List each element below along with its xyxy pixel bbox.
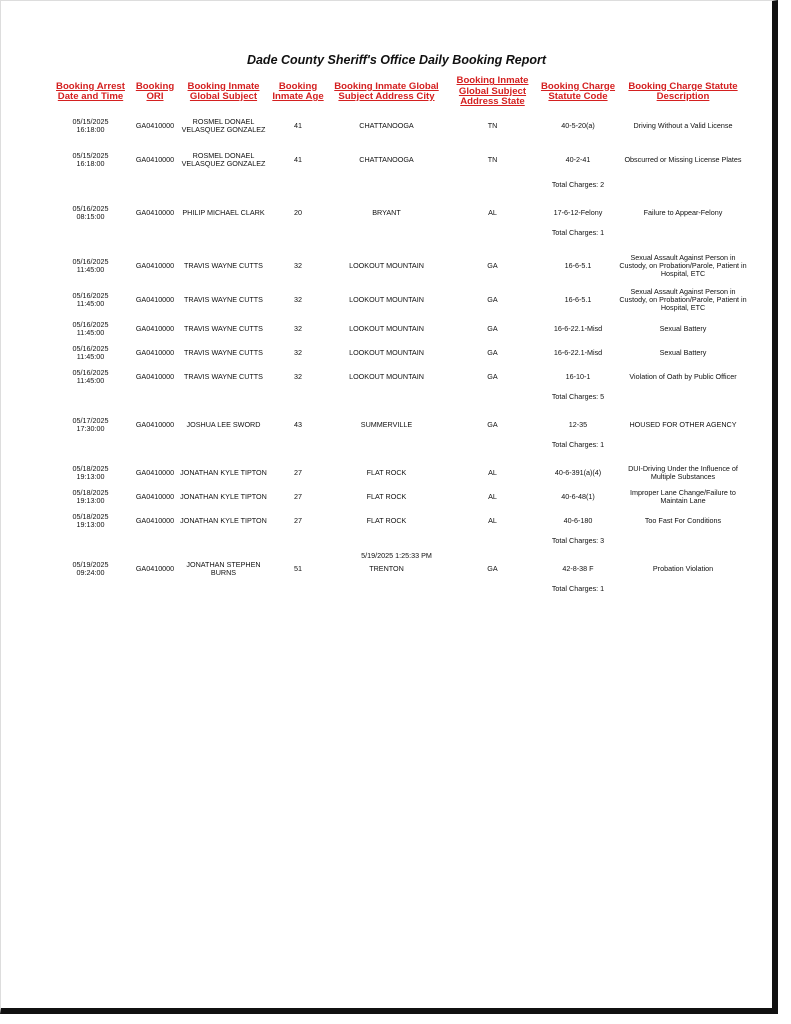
table-row: [48, 557, 748, 581]
state-cell: TN: [487, 120, 498, 130]
subject-name-cell: JOSHUA LEE SWORD: [186, 419, 261, 429]
arrest-time: 09:24:00: [76, 568, 105, 577]
empty-cell: [48, 581, 133, 597]
arrest-datetime-cell: [48, 249, 133, 283]
state-cell: GA: [487, 294, 498, 304]
empty-cell: [133, 225, 177, 241]
arrest-time: 08:15:00: [76, 212, 105, 221]
state-cell: GA: [487, 371, 498, 381]
arrest-datetime-cell: [48, 413, 133, 437]
column-header-city: Booking Inmate Global Subject Address City: [334, 80, 439, 102]
statute-code-cell: 40-6-391(a)(4): [554, 467, 602, 477]
arrest-datetime-cell: [48, 365, 133, 389]
city-cell: LOOKOUT MOUNTAIN: [349, 323, 424, 333]
print-timestamp: 5/19/2025 1:25:33 PM: [361, 551, 432, 560]
age-cell: 20: [294, 207, 302, 217]
empty-cell: [133, 389, 177, 405]
arrest-time: 19:13:00: [76, 472, 105, 481]
table-body: [48, 109, 748, 597]
empty-cell: [326, 389, 447, 405]
arrest-time: 19:13:00: [76, 496, 105, 505]
column-header-ori: Booking ORI: [135, 80, 175, 102]
empty-cell: [326, 533, 447, 549]
state-cell: GA: [487, 260, 498, 270]
empty-cell: [618, 177, 748, 193]
empty-cell: [48, 177, 133, 193]
statute-description-cell: Violation of Oath by Public Officer: [629, 371, 737, 381]
age-cell: 43: [294, 419, 302, 429]
city-cell: CHATTANOOGA: [359, 154, 414, 164]
total-charges-label: Total Charges: 1: [551, 439, 605, 449]
statute-code-cell: 40-5-20(a): [561, 120, 595, 130]
statute-description-cell: Probation Violation: [652, 563, 714, 573]
subject-name-cell: TRAVIS WAYNE CUTTS: [184, 347, 263, 357]
arrest-datetime-cell: [48, 461, 133, 485]
arrest-datetime-cell: [48, 201, 133, 225]
statute-description-cell: Sexual Battery: [659, 323, 707, 333]
statute-code-cell: 16-6-5.1: [564, 294, 592, 304]
empty-cell: [447, 177, 538, 193]
ori-cell: GA0410000: [135, 419, 175, 429]
arrest-date: 05/18/2025: [72, 463, 109, 473]
empty-cell: [326, 581, 447, 597]
statute-code-cell: 42-8-38 F: [562, 563, 594, 573]
ori-cell: GA0410000: [135, 154, 175, 164]
arrest-date: 05/18/2025: [72, 487, 109, 497]
column-header-statute-description: Booking Charge Statute Description: [628, 80, 738, 102]
statute-description-cell: Driving Without a Valid License: [633, 120, 733, 130]
arrest-datetime-cell: [48, 317, 133, 341]
state-cell: GA: [487, 323, 498, 333]
statute-description-cell: Sexual Assault Against Person in Custody, on Probation/Parole, Patient in Hospital, ETC: [619, 252, 747, 279]
column-header-arrest-date: Booking Arrest Date and Time: [56, 80, 125, 102]
arrest-date: 05/15/2025: [72, 116, 109, 126]
empty-cell: [326, 177, 447, 193]
statute-code-cell: 16-6-22.1-Misd: [553, 323, 603, 333]
report-title: Dade County Sheriff's Office Daily Booking Report: [246, 53, 547, 67]
empty-cell: [177, 389, 270, 405]
subject-name-cell: JONATHAN STEPHEN BURNS: [186, 559, 261, 577]
statute-description-cell: Sexual Battery: [659, 347, 707, 357]
city-cell: CHATTANOOGA: [359, 120, 414, 130]
arrest-time: 17:30:00: [76, 424, 105, 433]
total-charges-row: [48, 437, 748, 453]
ori-cell: GA0410000: [135, 491, 175, 501]
age-cell: 32: [294, 323, 302, 333]
spacer-cell: [48, 241, 748, 249]
empty-cell: [270, 177, 326, 193]
table-row: [48, 365, 748, 389]
table-row: [48, 201, 748, 225]
statute-description-cell: Failure to Appear-Felony: [643, 207, 723, 217]
spacer-cell: [48, 405, 748, 413]
ori-cell: GA0410000: [135, 371, 175, 381]
statute-code-cell: 40-6-180: [563, 515, 593, 525]
city-cell: FLAT ROCK: [366, 515, 407, 525]
arrest-date: 05/16/2025: [72, 343, 109, 353]
subject-name-cell: TRAVIS WAYNE CUTTS: [184, 260, 263, 270]
arrest-datetime-cell: [48, 341, 133, 365]
state-cell: AL: [488, 515, 497, 525]
age-cell: 51: [294, 563, 302, 573]
ori-cell: GA0410000: [135, 467, 175, 477]
table-row: [48, 143, 748, 177]
empty-cell: [48, 389, 133, 405]
arrest-time: 19:13:00: [76, 520, 105, 529]
subject-name-cell: JONATHAN KYLE TIPTON: [180, 515, 267, 525]
table-header-row: [48, 75, 748, 109]
empty-cell: [48, 225, 133, 241]
empty-cell: [133, 177, 177, 193]
age-cell: 32: [294, 260, 302, 270]
table-row: [48, 249, 748, 283]
city-cell: BRYANT: [372, 207, 401, 217]
total-charges-row: [48, 177, 748, 193]
statute-description-cell: Obscurred or Missing License Plates: [624, 154, 742, 164]
subject-name-cell: PHILIP MICHAEL CLARK: [182, 207, 265, 217]
empty-cell: [270, 225, 326, 241]
ori-cell: GA0410000: [135, 515, 175, 525]
city-cell: SUMMERVILLE: [360, 419, 413, 429]
arrest-date: 05/15/2025: [72, 150, 109, 160]
arrest-date: 05/17/2025: [72, 415, 109, 425]
statute-code-cell: 16-10-1: [565, 371, 591, 381]
age-cell: 41: [294, 120, 302, 130]
arrest-datetime-cell: [48, 143, 133, 177]
total-charges-row: [48, 225, 748, 241]
empty-cell: [618, 533, 748, 549]
empty-cell: [447, 389, 538, 405]
total-charges-row: [48, 389, 748, 405]
total-charges-label: Total Charges: 2: [551, 179, 605, 189]
arrest-time: 11:45:00: [76, 352, 105, 361]
group-spacer: [48, 453, 748, 461]
arrest-date: 05/16/2025: [72, 290, 109, 300]
empty-cell: [177, 533, 270, 549]
empty-cell: [270, 437, 326, 453]
age-cell: 32: [294, 371, 302, 381]
arrest-time: 11:45:00: [76, 299, 105, 308]
empty-cell: [447, 533, 538, 549]
subject-name-cell: JONATHAN KYLE TIPTON: [180, 467, 267, 477]
table-row: [48, 317, 748, 341]
arrest-datetime-cell: [48, 485, 133, 509]
arrest-date: 05/18/2025: [72, 511, 109, 521]
empty-cell: [618, 225, 748, 241]
table-row: [48, 413, 748, 437]
arrest-date: 05/16/2025: [72, 203, 109, 213]
empty-cell: [326, 437, 447, 453]
state-cell: GA: [487, 563, 498, 573]
empty-cell: [133, 533, 177, 549]
state-cell: GA: [487, 347, 498, 357]
city-cell: LOOKOUT MOUNTAIN: [349, 260, 424, 270]
empty-cell: [447, 581, 538, 597]
table-row: [48, 485, 748, 509]
statute-code-cell: 40-2-41: [565, 154, 591, 164]
empty-cell: [177, 581, 270, 597]
ori-cell: GA0410000: [135, 347, 175, 357]
ori-cell: GA0410000: [135, 294, 175, 304]
total-charges-label: Total Charges: 5: [551, 391, 605, 401]
age-cell: 27: [294, 515, 302, 525]
table-row: [48, 109, 748, 143]
state-cell: TN: [487, 154, 498, 164]
subject-name-cell: JONATHAN KYLE TIPTON: [180, 491, 267, 501]
empty-cell: [48, 437, 133, 453]
arrest-time: 16:18:00: [76, 125, 105, 134]
total-charges-row: [48, 533, 748, 549]
empty-cell: [48, 533, 133, 549]
arrest-date: 05/19/2025: [72, 559, 109, 569]
statute-code-cell: 12-35: [568, 419, 588, 429]
total-charges-label: Total Charges: 1: [551, 583, 605, 593]
total-charges-label: Total Charges: 3: [551, 535, 605, 545]
city-cell: FLAT ROCK: [366, 491, 407, 501]
empty-cell: [177, 225, 270, 241]
ori-cell: GA0410000: [135, 563, 175, 573]
empty-cell: [177, 437, 270, 453]
statute-description-cell: DUI-Driving Under the Influence of Multiple Substances: [628, 463, 738, 481]
age-cell: 32: [294, 294, 302, 304]
ori-cell: GA0410000: [135, 120, 175, 130]
statute-description-cell: Improper Lane Change/Failure to Maintain Lane: [630, 487, 736, 505]
table-row: [48, 509, 748, 533]
age-cell: 32: [294, 347, 302, 357]
statute-description-cell: Sexual Assault Against Person in Custody, on Probation/Parole, Patient in Hospital, ETC: [619, 286, 747, 313]
city-cell: LOOKOUT MOUNTAIN: [349, 371, 424, 381]
arrest-time: 16:18:00: [76, 159, 105, 168]
subject-name-cell: TRAVIS WAYNE CUTTS: [184, 294, 263, 304]
empty-cell: [270, 533, 326, 549]
subject-name-cell: ROSMEL DONAEL VELASQUEZ GONZALEZ: [181, 150, 266, 168]
group-spacer: [48, 193, 748, 201]
total-charges-row: [48, 581, 748, 597]
city-cell: LOOKOUT MOUNTAIN: [349, 347, 424, 357]
empty-cell: [177, 177, 270, 193]
spacer-cell: [48, 193, 748, 201]
booking-table: [48, 75, 748, 597]
age-cell: 27: [294, 467, 302, 477]
arrest-date: 05/16/2025: [72, 256, 109, 266]
city-cell: FLAT ROCK: [366, 467, 407, 477]
arrest-date: 05/16/2025: [72, 319, 109, 329]
column-header-statute-code: Booking Charge Statute Code: [540, 80, 616, 102]
group-spacer: [48, 241, 748, 249]
statute-code-cell: 40-6-48(1): [561, 491, 595, 501]
subject-name-cell: TRAVIS WAYNE CUTTS: [184, 323, 263, 333]
spacer-cell: [48, 453, 748, 461]
arrest-datetime-cell: [48, 283, 133, 317]
state-cell: AL: [488, 491, 497, 501]
ori-cell: GA0410000: [135, 260, 175, 270]
subject-name-cell: TRAVIS WAYNE CUTTS: [184, 371, 263, 381]
empty-cell: [618, 581, 748, 597]
arrest-date: 05/16/2025: [72, 367, 109, 377]
empty-cell: [133, 581, 177, 597]
city-cell: TRENTON: [369, 563, 404, 573]
empty-cell: [618, 437, 748, 453]
statute-description-cell: Too Fast For Conditions: [644, 515, 722, 525]
statute-code-cell: 16-6-22.1-Misd: [553, 347, 603, 357]
arrest-datetime-cell: [48, 109, 133, 143]
arrest-time: 11:45:00: [76, 376, 105, 385]
empty-cell: [618, 389, 748, 405]
empty-cell: [270, 389, 326, 405]
arrest-time: 11:45:00: [76, 265, 105, 274]
table-row: [48, 283, 748, 317]
empty-cell: [447, 225, 538, 241]
city-cell: LOOKOUT MOUNTAIN: [349, 294, 424, 304]
column-header-age: Booking Inmate Age: [272, 80, 324, 102]
age-cell: 41: [294, 154, 302, 164]
state-cell: AL: [488, 207, 497, 217]
empty-cell: [447, 437, 538, 453]
state-cell: GA: [487, 419, 498, 429]
table-row: [48, 341, 748, 365]
arrest-time: 11:45:00: [76, 328, 105, 337]
empty-cell: [133, 437, 177, 453]
ori-cell: GA0410000: [135, 323, 175, 333]
statute-code-cell: 17-6-12-Felony: [553, 207, 603, 217]
subject-name-cell: ROSMEL DONAEL VELASQUEZ GONZALEZ: [181, 116, 266, 134]
column-header-subject: Booking Inmate Global Subject: [187, 80, 260, 102]
arrest-datetime-cell: [48, 509, 133, 533]
arrest-datetime-cell: [48, 557, 133, 581]
age-cell: 27: [294, 491, 302, 501]
table-row: [48, 461, 748, 485]
empty-cell: [270, 581, 326, 597]
statute-description-cell: HOUSED FOR OTHER AGENCY: [629, 419, 737, 429]
ori-cell: GA0410000: [135, 207, 175, 217]
empty-cell: [326, 225, 447, 241]
statute-code-cell: 16-6-5.1: [564, 260, 592, 270]
column-header-state: Booking Inmate Global Subject Address State: [456, 75, 529, 108]
total-charges-label: Total Charges: 1: [551, 227, 605, 237]
group-spacer: [48, 405, 748, 413]
state-cell: AL: [488, 467, 497, 477]
